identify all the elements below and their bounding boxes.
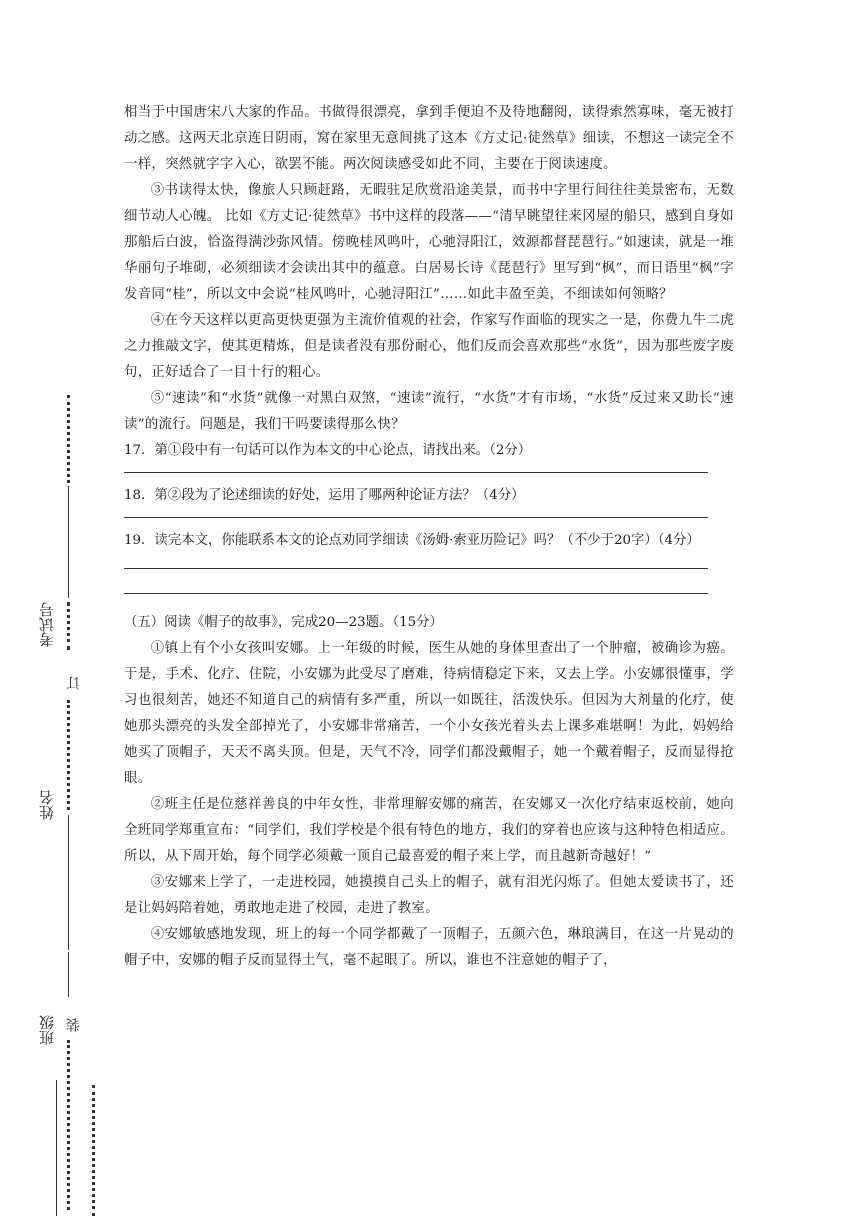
paragraph-1-continued: 相当于中国唐宋八大家的作品。书做得很漂亮，拿到手便迫不及待地翻阅，读得索然寡味，毫无被打动之感。这两天北京连日阴雨，窝在家里无意间挑了这本《方丈记·徒然草》细读，不想这一读完全不一样，突然就字字入心，欲罢不能。两次阅读感受如此不同，主要在于阅读速度。 (124, 105, 734, 172)
label-class: 班级 (38, 1015, 56, 1045)
question-19: 19．读完本文，你能联系本文的论点劝同学细读《汤姆·索亚历险记》吗？（不少于20字）（4分） (124, 533, 700, 548)
exam-content (124, 100, 734, 974)
dotted-line-upper (67, 602, 70, 650)
underline-exam-no (68, 486, 69, 598)
dotted-line-top (67, 395, 70, 483)
underline-class (68, 952, 69, 997)
label-name: 姓名 (38, 790, 56, 820)
bottom-line (56, 1080, 57, 1216)
mark-zhuang: 装 (66, 1018, 82, 1032)
story-paragraph-2: ②班主任是位慈祥善良的中年女性，非常理解安娜的痛苦，在安娜又一次化疗结束返校前，她向全班同学郑重宣布：“同学们，我们学校是个很有特色的地方，我们的穿着也应该与这种特色相适应。所以，从下周开始，每个同学必须戴一顶自己最喜爱的帽子来上学，而且越新奇越好！” (124, 797, 734, 864)
label-exam-no: 考试号 (38, 602, 56, 647)
binding-margin (0, 0, 110, 1216)
section-5-heading: （五）阅读《帽子的故事》，完成20—23题。（15分） (124, 615, 443, 630)
story-paragraph-4: ④安娜敏感地发现，班上的每一个同学都戴了一顶帽子，五颜六色，琳琅满目，在这一片晃动的帽子中，安娜的帽子反而显得土气，毫不起眼了。所以，谁也不注意她的帽子了， (124, 927, 734, 968)
paragraph-4: ④在今天这样以更高更快更强为主流价值观的社会，作家写作面临的现实之一是，你费九牛二虎之力推敲文字，使其更精炼，但是读者没有那份耐心，他们反而会喜欢那些“水货”，因为那些废字废句，正好适合了一目十行的粗心。 (124, 313, 734, 380)
story-paragraph-1: ①镇上有个小女孩叫安娜。上一年级的时候，医生从她的身体里查出了一个肿瘤，被确诊为癌。于是，手术、化疗、住院，小安娜为此受尽了磨难，待病情稳定下来，又去上学。小安娜很懂事，学习也很刻苦，她还不知道自己的病情有多严重，所以一如既往，活泼快乐。但因为大剂量的化疗，使她那头漂亮的头发全部掉光了，小安娜非常痛苦，一个小女孩光着头去上课多难堪啊！为此，妈妈给她买了顶帽子，天天不离头顶。但是，天气不冷，同学们都没戴帽子，她一个戴着帽子，反而显得抢眼。 (124, 641, 734, 786)
answer-line-19b[interactable] (124, 593, 708, 594)
question-17: 17．第①段中有一句话可以作为本文的中心论点，请找出来。（2分） (124, 443, 532, 458)
dotted-line-inner (92, 1085, 95, 1216)
mark-ding: 订 (66, 676, 82, 690)
question-18: 18．第②段为了论述细读的好处，运用了哪两种论证方法？（4分） (124, 488, 525, 503)
story-paragraph-3: ③安娜来上学了，一走进校园，她摸摸自己头上的帽子，就有泪光闪烁了。但她太爱读书了，还是让妈妈陪着她，勇敢地走进了校园，走进了教室。 (124, 875, 734, 916)
dotted-line-middle (67, 700, 70, 810)
answer-line-17[interactable] (124, 472, 708, 473)
paragraph-5: ⑤“速读”和“水货”就像一对黑白双煞，“速读”流行，“水货”才有市场，“水货”反过来又助长“速读”的流行。问题是，我们干吗要读得那么快？ (124, 391, 734, 432)
paragraph-3: ③书读得太快，像旅人只顾赶路，无暇驻足欣赏沿途美景，而书中字里行间往往美景密布，无数细节动人心魄。 比如《方丈记·徒然草》书中这样的段落——“清早眺望往来冈屋的船只，感到自身如那船后白波，恰盗得满沙弥风情。傍晚桂风鸣叶，心驰浔阳江，效源都督琵琶行。”如速读，就是一堆华丽句子堆砌，必须细读才会读出其中的蕴意。白居易长诗《琵琶行》里写到“枫”，而日语里“枫”字发音同“桂”，所以文中会说“桂风鸣叶，心驰浔阳江”……如此丰盈至美，不细读如何领略？ (124, 183, 734, 302)
underline-name (68, 815, 69, 950)
answer-line-18[interactable] (124, 517, 708, 518)
dotted-line-lower (67, 1040, 70, 1210)
answer-line-19a[interactable] (124, 568, 708, 569)
